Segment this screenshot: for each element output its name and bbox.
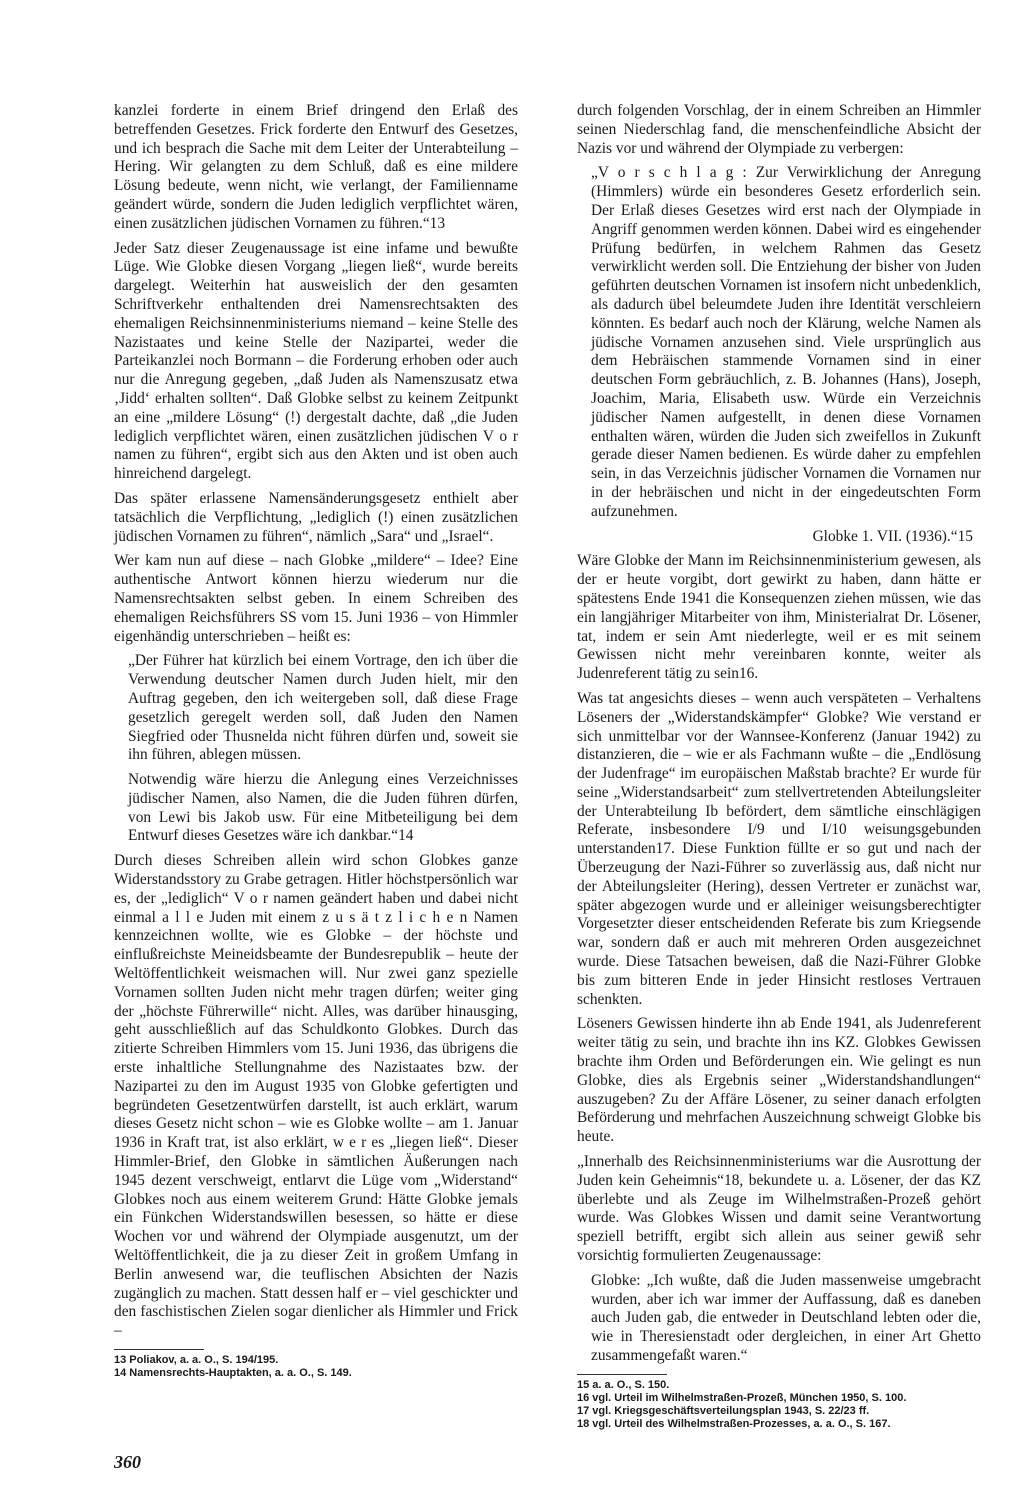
paragraph: durch folgenden Vorschlag, der in einem Schreiben an Himmler seinen Niederschlag fand, die menschenfeindliche Absicht der Nazis vor und während der Olympiade zu verbergen: <box>577 102 981 157</box>
footnote: 14 Namensrechts-Hauptakten, a. a. O., S. 149. <box>114 1367 352 1379</box>
footnote: 15 a. a. O., S. 150. <box>577 1378 670 1391</box>
paragraph: Was tat angesichts dieses – wenn auch verspäteten – Verhaltens Löseners der „Widerstandskämpfer“ Globke? Wie verstand er sich unmittelbar vor der Wannsee-Konferenz (Januar 1942) zu distanzieren, die – wie er als Fachmann wußte – die „Endlösung der Judenfrage“ im europäischen Maßstab brachte? Er wurde für seine „Widerstandsarbeit“ zum stellvertretenden Abteilungsleiter der Unterabteilung Ib befördert, dem sämtliche einschlägigen Referate, insbesondere I/9 und I/10 weisungsgebunden unterstanden17. Diese Funktion füllte er so gut und nach der Überzeugung der Nazi-Führer so zuverlässig aus, daß nicht nur der Abteilungsleiter (Hering), dessen Vertreter er zunächst war, später abgezogen wurde und er alleiniger weisungsberechtigter Vorgesetzter dieser entscheidenden Referate bis zum Kriegsende war, sondern daß er auch mit mehreren Orden ausgezeichnet wurde. Diese Tatsachen beweisen, daß die Nazi-Führer Globke bis zum bitteren Ende in jeder Hinsicht restloses Vertrauen schenkten. <box>577 689 981 1008</box>
paragraph: Löseners Gewissen hinderte ihn ab Ende 1941, als Judenreferent weiter tätig zu sein, und brachte ihn ins KZ. Globkes Gewissen brachte ihm Orden und Beförderungen ein. Wie gelingt es nun Globke, dies als Ergebnis seiner „Widerstandshandlungen“ auszugeben? Zu der Affäre Lösener, zu seiner danach erfolgten Beförderung und mehrfachen Auszeichnung schweigt Globke bis heute. <box>577 1015 981 1146</box>
paragraph: Wer kam nun auf diese – nach Globke „mildere“ – Idee? Eine authentische Antwort können hierzu wiederum nur die Namensrechtsakten selbst geben. In einem Schreiben des ehemaligen Reichsführers SS vom 15. Juni 1936 – von Himmler eigenhändig unterschrieben – heißt es: <box>114 552 518 645</box>
right-column <box>577 102 981 1431</box>
footnote: 16 vgl. Urteil im Wilhelmstraßen-Prozeß, München 1950, S. 100. <box>577 1391 907 1404</box>
paragraph: Jeder Satz dieser Zeugenaussage ist eine infame und bewußte Lüge. Wie Globke diesen Vorgang „liegen ließ“, wurde bereits dargelegt. Weiterhin hat ausweislich der den gesamten Schriftverkehr enthaltenden drei Namensrechtsakten des ehemaligen Reichsinnenministeriums niemand – keine Stelle des Nazistaates und keine Stelle der Nazipartei, weder die Parteikanzlei noch Bormann – die Forderung erhoben oder auch nur die Anregung gegeben, „daß Juden als Namenszusatz etwa ‚Jidd‘ erhalten sollten“. Daß Globke selbst zu keinem Zeitpunkt an eine „mildere Lösung“ (!) dergestalt dachte, daß „die Juden lediglich verpflichtet wären, einen zusätzlichen jüdischen V o r namen zu führen“, ergibt sich aus den Akten und ist oben auch hinreichend dargelegt. <box>114 239 518 483</box>
himmler-quote <box>114 652 518 846</box>
footnote-divider <box>114 1349 204 1350</box>
paragraph: Durch dieses Schreiben allein wird schon Globkes ganze Widerstandsstory zu Grabe getragen. Hitler höchstpersönlich war es, der „lediglich“ V o r namen geändert haben und dabei nicht einmal a l l e Juden mit einem z u s ä t z l i c h e n Namen kennzeichnen wollte, wie es Globke – der höchste und einflußreichste Meineidsbeamte der Bundesrepublik – heute der Weltöffentlichkeit weismachen will. Nur zwei ganz spezielle Vornamen sollten Juden nicht mehr tragen dürfen; weiter ging der „höchste Führerwille“ nicht. Alles, was darüber hinausging, geht ausschließlich auf das Schuldkonto Globkes. Durch das zitierte Schreiben Himmlers vom 15. Juni 1936, das übrigens die erste inhaltliche Stellungnahme des Nazistaates bzw. der Nazipartei zu den im August 1935 von Globke gefertigten und begründeten Gesetzentwürfen darstellt, ist auch erklärt, warum dieses Gesetz nicht schon – wie es Globke wollte – am 1. Januar 1936 in Kraft trat, ist also erklärt, w e r es „liegen ließ“. Dieser Himmler-Brief, den Globke in sämtlichen Äußerungen nach 1945 dezent verschweigt, entlarvt die Lüge vom „Widerstand“ Globkes noch aus einem weiterem Grund: Hätte Globke jemals ein Fünkchen Widerstandswillen besessen, so hätte er diese Wochen vor und während der Olympiade ausgenutzt, um der Weltöffentlichkeit, die ja zu dieser Zeit in großem Umfang in Berlin anwesend war, die teuflischen Absichten der Nazis zugänglich zu machen. Statt dessen half er – viel geschickter und den faschistischen Zielen sogar dienlicher als Himmler und Frick – <box>114 852 518 1340</box>
globke-proposal-quote <box>577 164 981 521</box>
footnote-divider <box>577 1374 667 1375</box>
quote-paragraph: „Der Führer hat kürzlich bei einem Vortrage, den ich über die Verwendung deutscher Namen durch Juden hielt, mir den Auftrag gegeben, den ich weitergeben soll, daß diese Frage gesetzlich geregelt werden soll, daß Juden den Namen Siegfried oder Thusnelda nicht führen dürfen und, soweit sie ihn führen, ablegen müssen. <box>128 652 518 764</box>
paragraph: Das später erlassene Namensänderungsgesetz enthielt aber tatsächlich die Verpflichtung, „lediglich (!) einen zusätzlichen jüdischen Vornamen zu führen“, nämlich „Sara“ und „Israel“. <box>114 489 518 545</box>
paragraph: „Innerhalb des Reichsinnenministeriums war die Ausrottung der Juden kein Geheimnis“18, bekundete u. a. Lösener, der das KZ überlebte und als Zeuge im Wilhelmstraßen-Prozeß gehört wurde. Was Globkes Wissen und damit seine Verantwortung speziell betrifft, ergibt sich allein aus seiner gewiß sehr vorsichtig formulierten Zeugenaussage: <box>577 1153 981 1265</box>
quote-paragraph: „V o r s c h l a g : Zur Verwirklichung der Anregung (Himmlers) würde ein besonderes Gesetz erforderlich sein. Der Erlaß dieses Gesetzes wird erst nach der Olympiade in Angriff genommen werden können. Dabei wird es eingehender Prüfung bedürfen, in welchem Rahmen das Gesetz verwirklicht werden soll. Die Entziehung der bisher von Juden geführten deutschen Vornamen ist insofern nicht unbedenklich, als dadurch übel beleumdete Juden ihre Identität verschleiern könnten. Es bedarf auch noch der Klärung, welche Namen als jüdische Vornamen anzusehen sind. Viele ursprünglich aus dem Hebräischen stammende Vornamen sind in einer deutschen Form gebräuchlich, z. B. Johannes (Hans), Joseph, Joachim, Maria, Elisabeth usw. Würde ein Verzeichnis jüdischer Namen aufgestellt, in denen diese Vornamen enthalten wären, würden die Juden sich zweifellos in Zukunft gerade dieser Namen bedienen. Es würde daher zu empfehlen sein, in das Verzeichnis jüdischer Vornamen die Vornamen nur in der hebräischen und nicht in der eingedeutschten Form aufzunehmen. <box>591 164 981 520</box>
quote-paragraph: Globke: „Ich wußte, daß die Juden massenweise umgebracht wurden, aber ich war immer der Auffassung, daß es daneben auch Juden gab, die entweder in Deutschland lebten oder die, wie in Theresienstadt oder dergleichen, in einer Art Ghetto zusammengefaßt waren.“ <box>591 1271 981 1364</box>
footnote: 18 vgl. Urteil des Wilhelmstraßen-Prozesses, a. a. O., S. 167. <box>577 1417 891 1430</box>
paragraph: Wäre Globke der Mann im Reichsinnenministerium gewesen, als der er heute vorgibt, dort gewirkt zu haben, dann hätte er spätestens Ende 1941 die Konsequenzen ziehen müssen, wie das ein langjähriger Mitarbeiter von ihm, Ministerialrat Dr. Lösener, tat, indem er sein Amt niederlegte, weil er es mit seinem Gewissen nicht mehr vereinbaren konnte, weiter als Judenreferent tätig zu sein16. <box>577 552 981 683</box>
footnote: 13 Poliakov, a. a. O., S. 194/195. <box>114 1354 279 1366</box>
paragraph: kanzlei forderte in einem Brief dringend den Erlaß des betreffenden Gesetzes. Frick forderte den Entwurf des Gesetzes, und ich besprach die Sache mit dem Leiter der Unterabteilung – Hering. Wir gelangten zu dem Schluß, daß es eine mildere Lösung bedeute, wenn nicht, wie verlangt, der Familienname geändert würde, sondern die Juden lediglich verpflichtet wären, einen zusätzlichen jüdischen Vornamen zu führen.“13 <box>114 102 518 232</box>
quote-paragraph: Notwendig wäre hierzu die Anlegung eines Verzeichnisses jüdischer Namen, also Namen, die die Juden führen dürfen, von Lewi bis Jakob usw. Für eine Mitbeteiligung bei dem Entwurf dieses Gesetzes wäre ich dankbar.“14 <box>128 771 518 845</box>
signature: Globke 1. VII. (1936).“15 <box>812 527 973 545</box>
footnote: 17 vgl. Kriegsgeschäftsverteilungsplan 1943, S. 22/23 ff. <box>577 1404 870 1417</box>
page-number: 360 <box>114 1452 141 1472</box>
left-column <box>114 102 518 1380</box>
globke-testimony-quote <box>577 1272 981 1366</box>
